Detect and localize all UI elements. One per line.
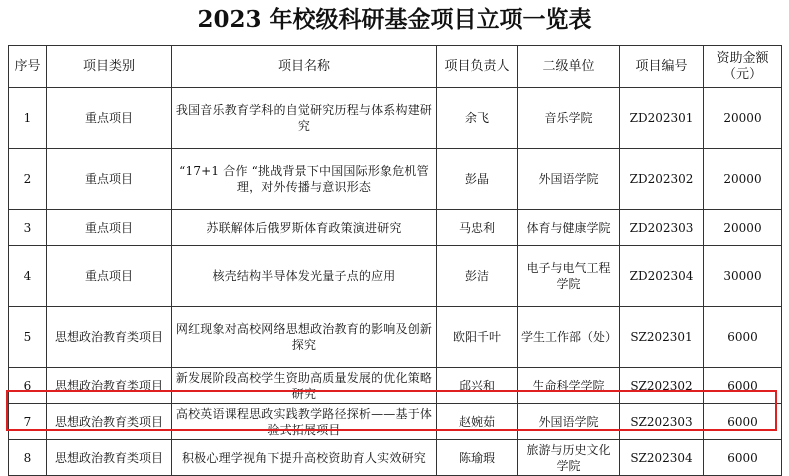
cell-unit: 旅游与历史文化学院 [518,440,620,476]
cell-seq: 6 [9,368,47,404]
cell-unit: 生命科学学院 [518,368,620,404]
cell-seq: 2 [9,149,47,210]
cell-code: ZD202303 [620,210,704,246]
table-row [9,440,782,476]
cell-category: 重点项目 [47,210,172,246]
cell-unit: 音乐学院 [518,88,620,149]
table-row [9,246,782,307]
cell-seq: 5 [9,307,47,368]
cell-unit: 电子与电气工程学院 [518,246,620,307]
cell-category: 思想政治教育类项目 [47,440,172,476]
cell-leader: 欧阳千叶 [437,307,518,368]
header-unit: 二级单位 [518,46,620,88]
header-leader: 项目负责人 [437,46,518,88]
cell-unit: 学生工作部（处） [518,307,620,368]
cell-seq: 1 [9,88,47,149]
cell-code: SZ202304 [620,440,704,476]
cell-leader: 彭晶 [437,149,518,210]
table-row [9,149,782,210]
cell-seq: 4 [9,246,47,307]
header-amount: 资助金额（元） [704,46,782,88]
cell-unit: 体育与健康学院 [518,210,620,246]
cell-amount: 30000 [704,246,782,307]
cell-leader: 陈瑜瑕 [437,440,518,476]
cell-leader: 赵婉茹 [437,404,518,440]
cell-code: SZ202303 [620,404,704,440]
document-title: 2023 年校级科研基金项目立项一览表 [197,6,592,33]
cell-category: 思想政治教育类项目 [47,307,172,368]
cell-seq: 8 [9,440,47,476]
cell-leader: 邱兴和 [437,368,518,404]
cell-name: 高校英语课程思政实践教学路径探析——基于体验式拓展项目 [172,404,437,440]
header-row [9,46,782,88]
cell-category: 重点项目 [47,149,172,210]
cell-category: 思想政治教育类项目 [47,368,172,404]
table-row [9,88,782,149]
table-row [9,307,782,368]
cell-name: 新发展阶段高校学生资助高质量发展的优化策略研究 [172,368,437,404]
cell-code: ZD202302 [620,149,704,210]
cell-code: SZ202301 [620,307,704,368]
cell-name: 网红现象对高校网络思想政治教育的影响及创新探究 [172,307,437,368]
cell-code: ZD202301 [620,88,704,149]
cell-seq: 7 [9,404,47,440]
table-row [9,404,782,440]
cell-amount: 20000 [704,149,782,210]
cell-amount: 20000 [704,210,782,246]
cell-category: 重点项目 [47,88,172,149]
cell-unit: 外国语学院 [518,404,620,440]
cell-leader: 彭洁 [437,246,518,307]
cell-leader: 余飞 [437,88,518,149]
cell-category: 思想政治教育类项目 [47,404,172,440]
table-row [9,210,782,246]
cell-name: “17+1 合作 “挑战背景下中国国际形象危机管理，对外传播与意识形态 [172,149,437,210]
project-table [8,45,782,476]
cell-code: SZ202302 [620,368,704,404]
header-name: 项目名称 [172,46,437,88]
header-code: 项目编号 [620,46,704,88]
cell-name: 苏联解体后俄罗斯体育政策演进研究 [172,210,437,246]
cell-amount: 6000 [704,404,782,440]
cell-code: ZD202304 [620,246,704,307]
header-category: 项目类别 [47,46,172,88]
cell-amount: 6000 [704,368,782,404]
cell-amount: 6000 [704,440,782,476]
cell-unit: 外国语学院 [518,149,620,210]
header-seq: 序号 [9,46,47,88]
cell-name: 核壳结构半导体发光量子点的应用 [172,246,437,307]
cell-name: 我国音乐教育学科的自觉研究历程与体系构建研究 [172,88,437,149]
cell-leader: 马忠利 [437,210,518,246]
cell-seq: 3 [9,210,47,246]
cell-category: 重点项目 [47,246,172,307]
cell-name: 积极心理学视角下提升高校资助育人实效研究 [172,440,437,476]
cell-amount: 6000 [704,307,782,368]
table-row [9,368,782,404]
cell-amount: 20000 [704,88,782,149]
